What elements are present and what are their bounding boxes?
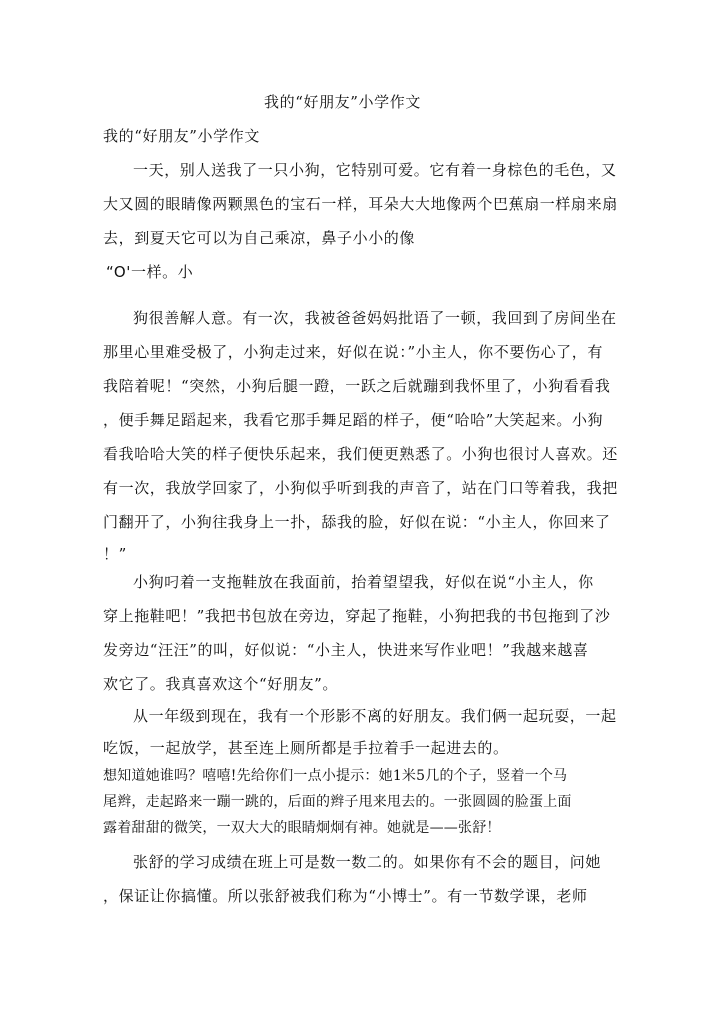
text-line: 狗很善解人意。有一次，我被爸爸妈妈批语了一顿，我回到了房间坐在 [133,309,617,327]
text-line: “O'一样。小 [106,263,194,281]
text-line: ，保证让你搞懂。所以张舒被我们称为“小博士”。有一节数学课，老师 [103,887,588,905]
text-line: 想知道她谁吗？嘻嘻!先给你们一点小提示：她1米5几的个子，竖着一个马 [103,768,568,784]
text-line: 门翻开了，小狗往我身上一扑，舔我的脸，好似在说：“小主人，你回来了 [103,513,611,531]
text-line: 小狗叼着一支拖鞋放在我面前，抬着望望我，好似在说“小主人，你 [133,573,594,591]
text-line: 一天，别人送我了一只小狗，它特别可爱。它有着一身棕色的毛色，又 [133,161,617,179]
document-subtitle: 我的“好朋友”小学作文 [103,127,260,145]
text-line: 张舒的学习成绩在班上可是数一数二的。如果你有不会的题目，问她 [133,853,602,871]
text-line: 看我哈哈大笑的样子便快乐起来，我们便更熟悉了。小狗也很讨人喜欢。还 [103,445,618,463]
text-line: 大又圆的眼睛像两颗黑色的宝石一样，耳朵大大地像两个巴蕉扇一样扇来扇 [103,195,618,213]
text-line: 那里心里难受极了，小狗走过来，好似在说：”小主人，你不要伤心了，有 [103,343,603,361]
text-line: 穿上拖鞋吧！”我把书包放在旁边，穿起了拖鞋，小狗把我的书包拖到了沙 [103,607,611,625]
text-line: 尾辫，走起路来一蹦一跳的，后面的辫子甩来甩去的。一张圆圆的脸蛋上面 [103,794,572,810]
text-line: 我陪着呢！“突然，小狗后腿一蹬，一跃之后就蹦到我怀里了，小狗看看我 [103,377,611,395]
text-line: 去，到夏天它可以为自己乘凉，鼻子小小的像 [103,229,416,247]
text-line: 有一次，我放学回家了，小狗似乎听到我的声音了，站在门口等着我，我把 [103,479,618,497]
text-line: 吃饭，一起放学，甚至连上厕所都是手拉着手一起进去的。 [103,739,509,757]
text-line: 发旁边“汪汪”的叫，好似说：“小主人，快进来写作业吧！”我越来越喜 [103,641,589,659]
text-line: 露着甜甜的微笑，一双大大的眼睛炯炯有神。她就是——张舒！ [103,820,501,836]
text-line: ，便手舞足蹈起来，我看它那手舞足蹈的样子，便“哈哈”大笑起来。小狗 [103,411,604,429]
text-line: ！” [103,545,127,563]
document-title: 我的“好朋友”小学作文 [264,93,421,111]
text-line: 欢它了。我真喜欢这个“好朋友”。 [103,675,338,693]
text-line: 从一年级到现在，我有一个形影不离的好朋友。我们俩一起玩耍，一起 [133,707,617,725]
